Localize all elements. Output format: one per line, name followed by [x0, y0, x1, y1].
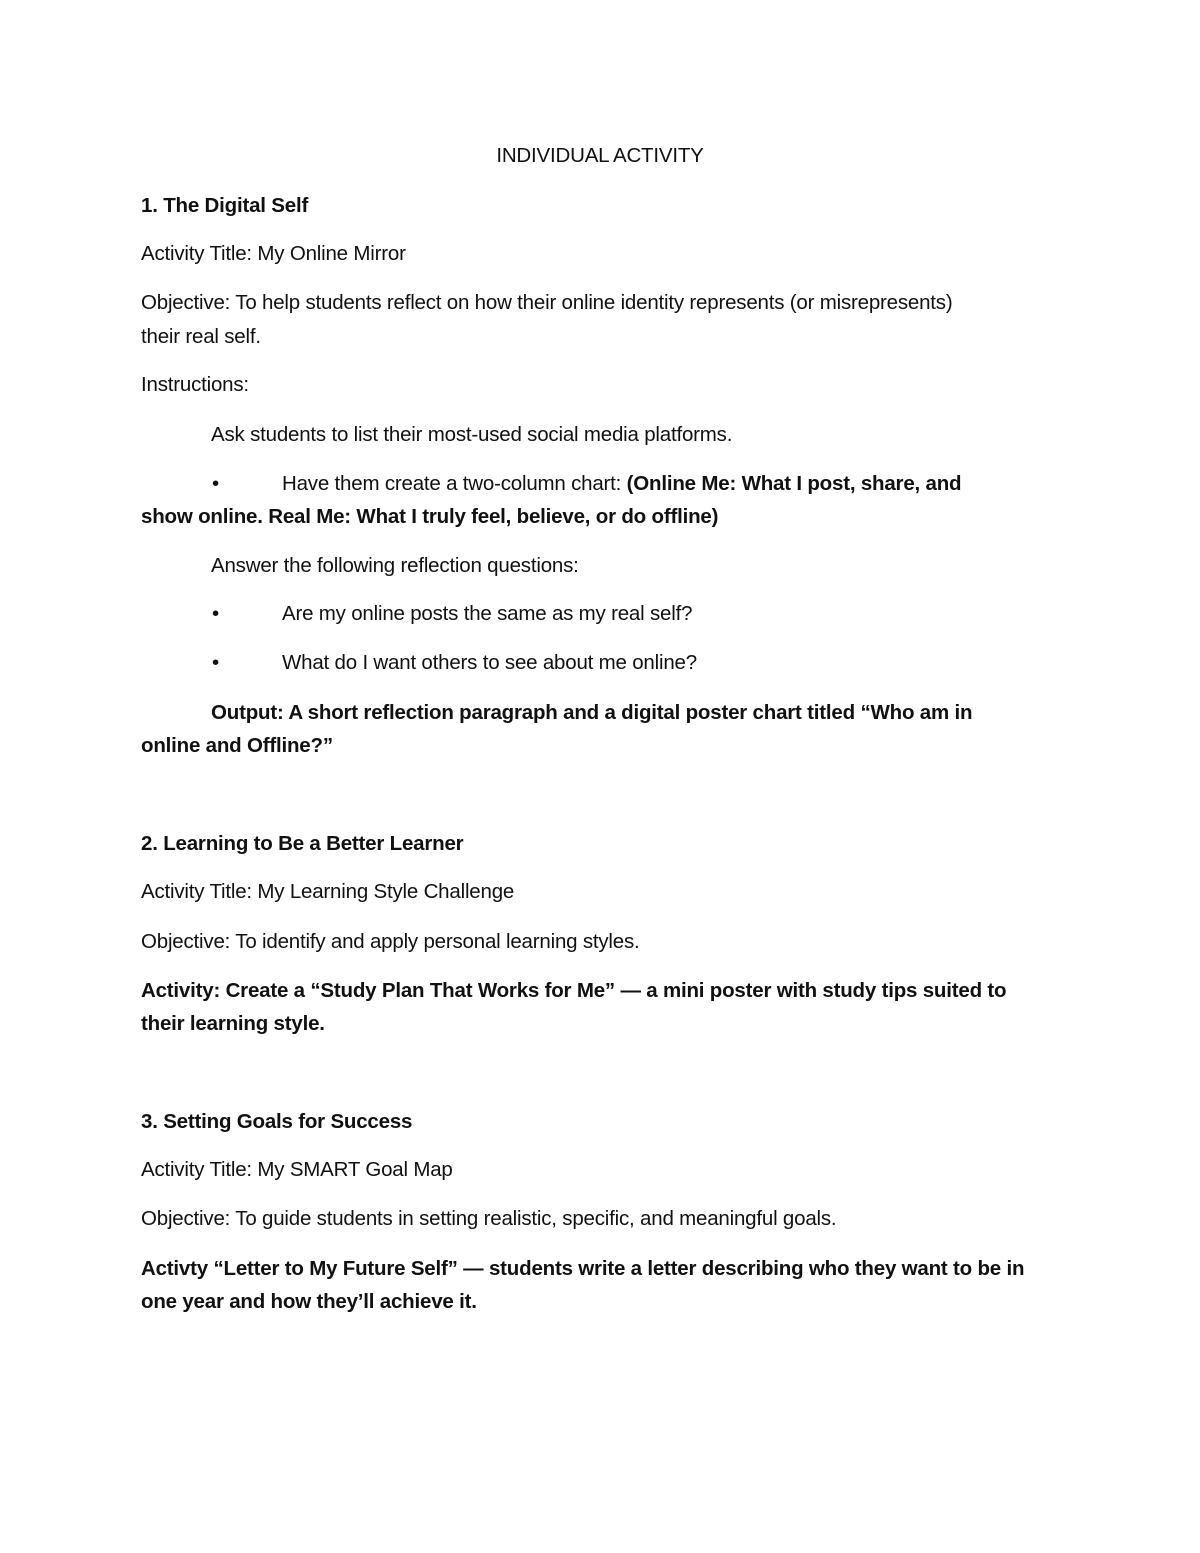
- section-1-step-1: Ask students to list their most-used social media platforms.: [211, 423, 733, 446]
- section-2-objective: Objective: To identify and apply personal learning styles.: [141, 930, 640, 953]
- section-2-activity-line-1: Activity: Create a “Study Plan That Works for Me” — a mini poster with study tips suited to: [141, 979, 1007, 1002]
- section-1-heading: 1. The Digital Self: [141, 194, 309, 217]
- section-3-activity-title: Activity Title: My SMART Goal Map: [141, 1158, 453, 1181]
- section-1-question-1: Are my online posts the same as my real self?: [282, 602, 693, 625]
- document-title: INDIVIDUAL ACTIVITY: [496, 144, 704, 167]
- section-1-objective-line-1: Objective: To help students reflect on how their online identity represents (or misrepresents): [141, 291, 953, 314]
- bullet-marker: •: [212, 651, 219, 674]
- section-2-activity-title: Activity Title: My Learning Style Challenge: [141, 880, 515, 903]
- section-1-question-2: What do I want others to see about me online?: [282, 651, 697, 674]
- bullet-1-plain-text: Have them create a two-column chart:: [282, 472, 627, 495]
- section-3-heading: 3. Setting Goals for Success: [141, 1110, 413, 1133]
- section-1-bullet-1-line-2: show online. Real Me: What I truly feel, believe, or do offline): [141, 505, 719, 528]
- bullet-1-bold-text: (Online Me: What I post, share, and: [626, 472, 962, 495]
- bullet-marker: •: [212, 472, 219, 495]
- section-1-instructions-label: Instructions:: [141, 373, 249, 396]
- section-1-bullet-1-line-1: [282, 472, 961, 496]
- section-1-output-line-1: Output: A short reflection paragraph and a digital poster chart titled “Who am in: [211, 701, 973, 724]
- section-1-output-line-2: online and Offline?”: [141, 734, 333, 757]
- section-3-activity-line-1: Activty “Letter to My Future Self” — students write a letter describing who they want to be in: [141, 1257, 1025, 1280]
- section-1-objective-line-2: their real self.: [141, 325, 261, 348]
- bullet-marker: •: [212, 602, 219, 625]
- section-1-activity-title: Activity Title: My Online Mirror: [141, 242, 406, 265]
- section-3-activity-line-2: one year and how they’ll achieve it.: [141, 1290, 477, 1313]
- section-1-step-2: Answer the following reflection questions:: [211, 554, 579, 577]
- section-2-heading: 2. Learning to Be a Better Learner: [141, 832, 464, 855]
- section-2-activity-line-2: their learning style.: [141, 1012, 325, 1035]
- section-3-objective: Objective: To guide students in setting realistic, specific, and meaningful goals.: [141, 1207, 837, 1230]
